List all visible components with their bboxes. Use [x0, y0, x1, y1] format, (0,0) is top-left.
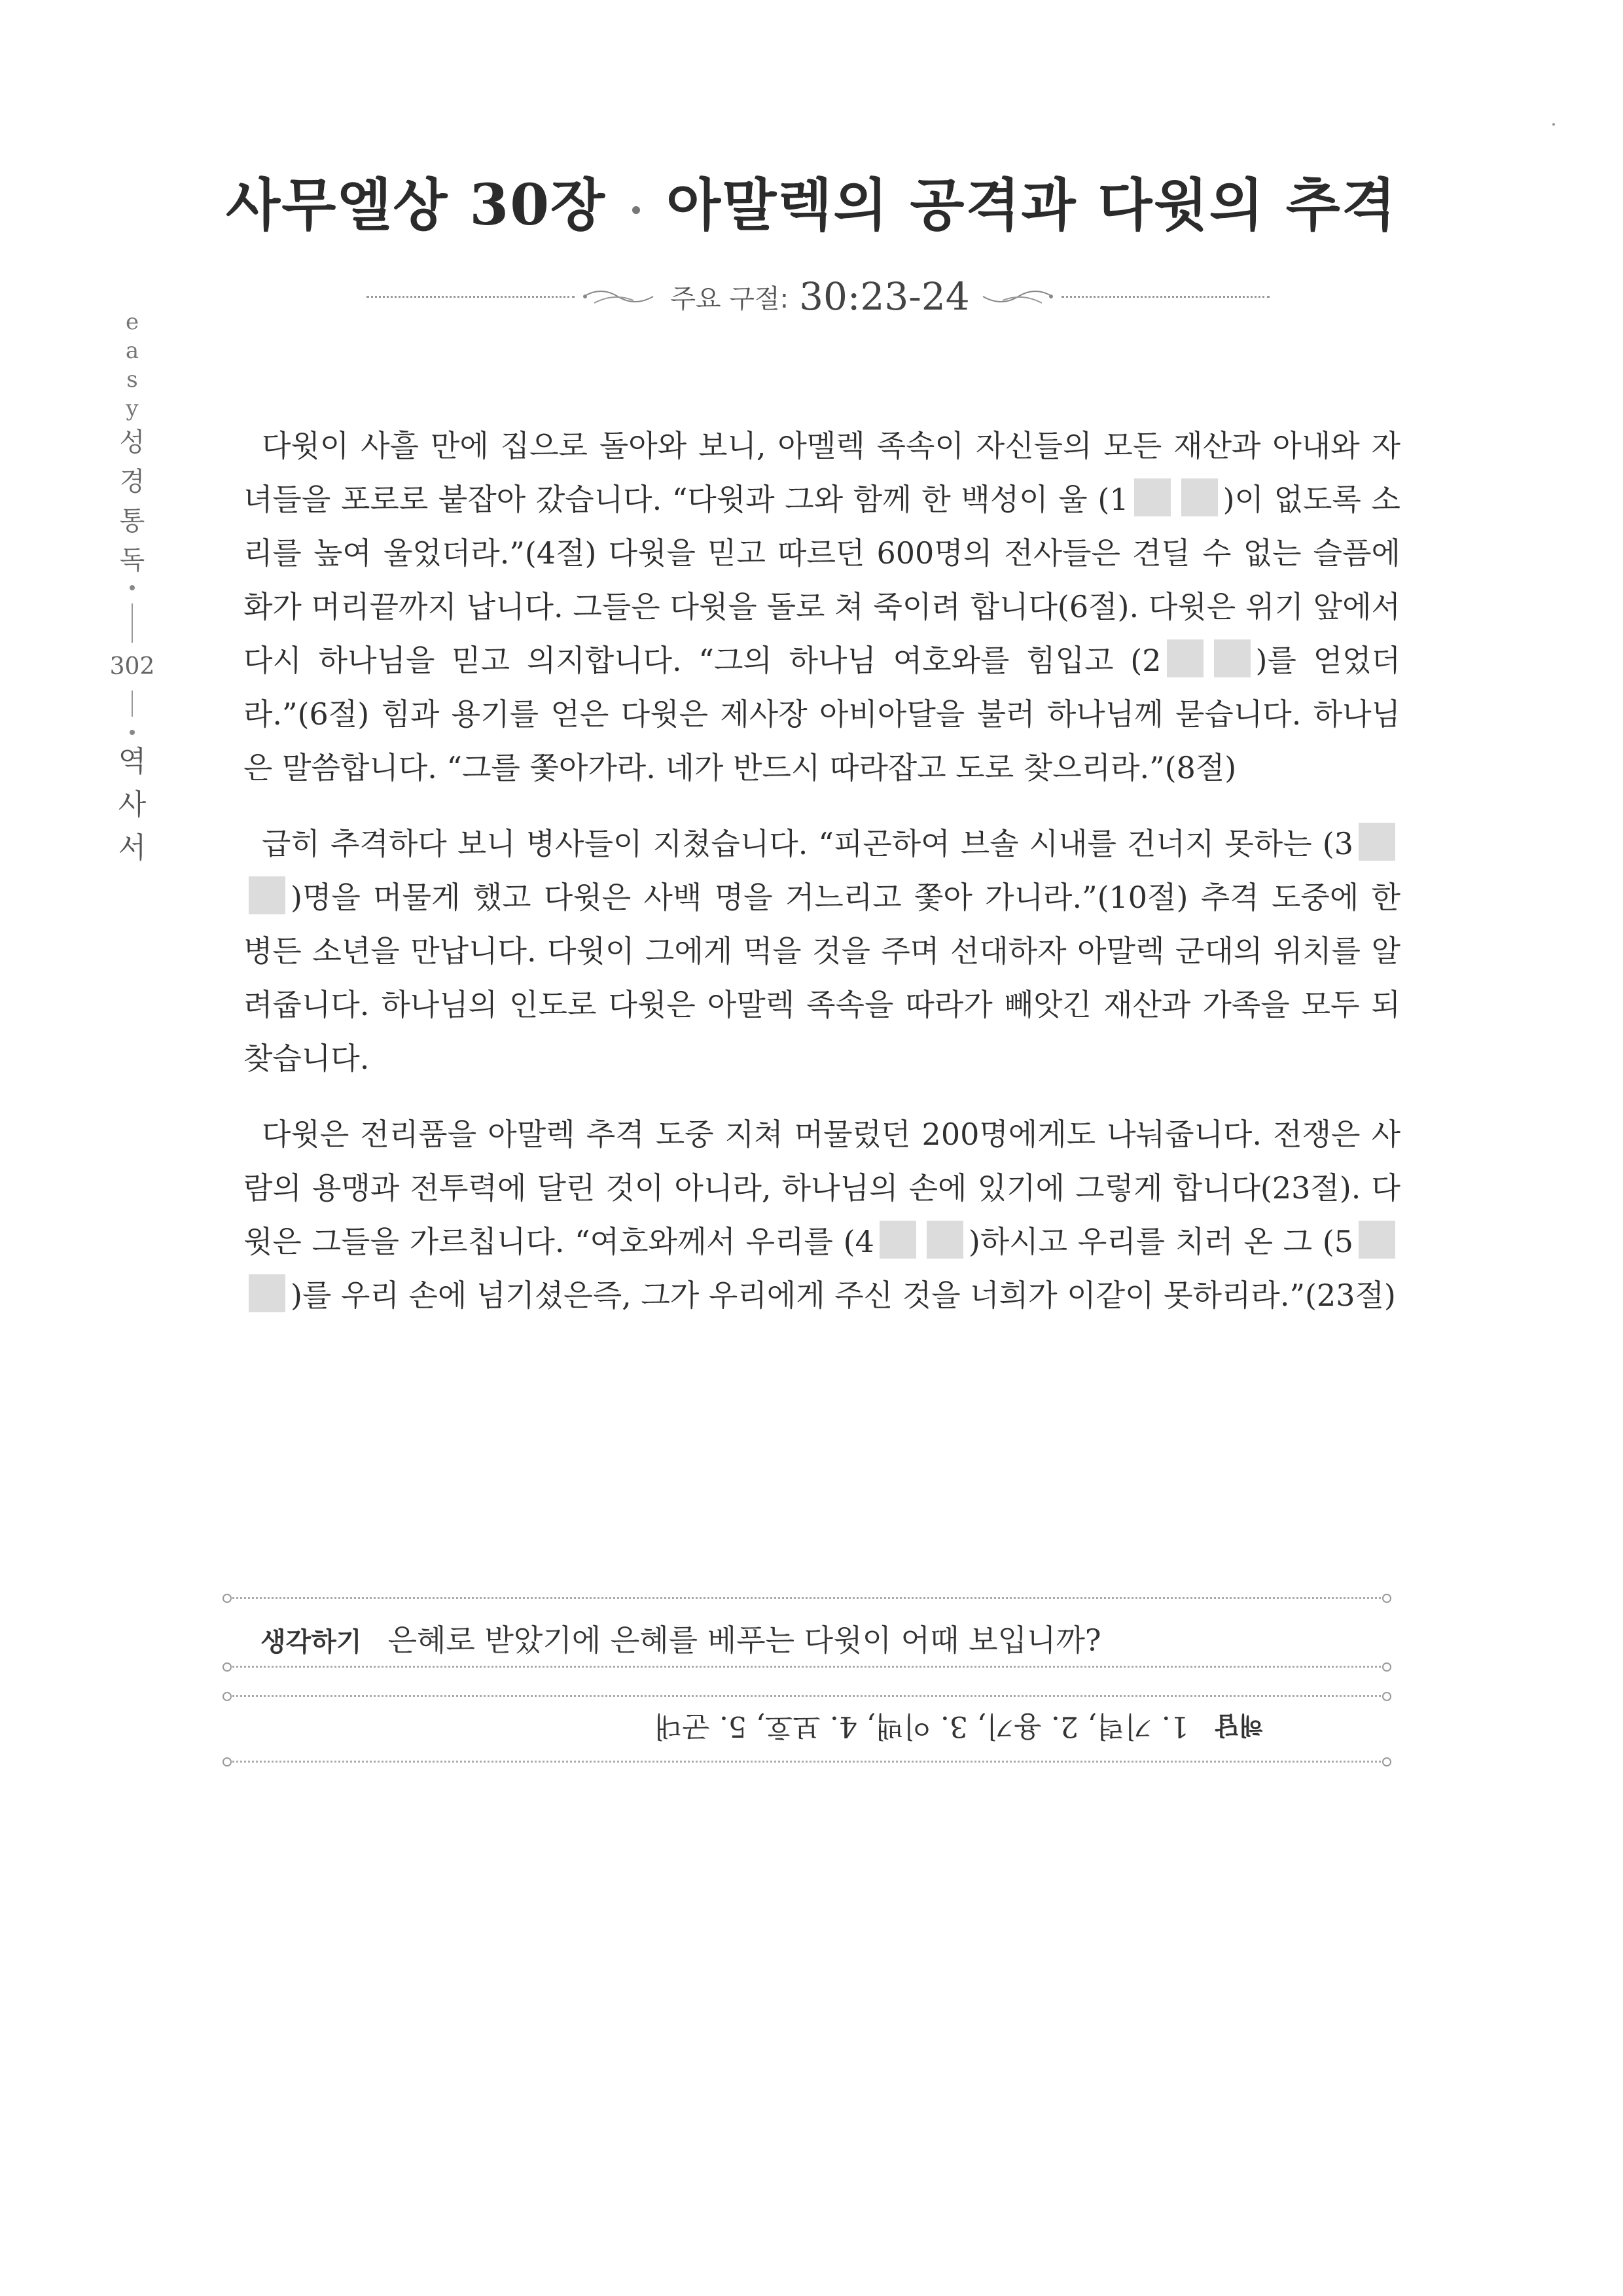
title-separator-dot [632, 206, 640, 214]
key-verse-row [366, 274, 1270, 319]
blank-box [1359, 1221, 1395, 1259]
side-korean-2: 경 [119, 467, 145, 497]
blank-box [1181, 478, 1218, 516]
side-label [109, 308, 155, 870]
blank-box [1359, 823, 1395, 861]
blank-box [880, 1221, 916, 1259]
side-korean-1: 성 [119, 427, 145, 457]
title-chapter: 사무엘상 30장 [226, 172, 607, 238]
blank-box [1134, 478, 1171, 516]
ornament-left-icon [581, 283, 660, 310]
paragraph-2 [243, 817, 1400, 1085]
side-dot-bottom [130, 730, 135, 735]
scan-speck [1552, 123, 1555, 126]
title-subject: 아말렉의 공격과 다윗의 추격 [666, 172, 1397, 238]
verse-dotted-line-right [1061, 296, 1270, 298]
key-verse-label: 주요 구절: [670, 283, 789, 314]
paragraph-1 [243, 419, 1400, 795]
blank-box [1214, 639, 1251, 677]
paragraph-2-text-a: 급히 추격하다 보니 병사들이 지쳤습니다. “피곤하여 브솔 시내를 건너지 못하는 (3 [262, 826, 1353, 861]
side-latin-y: y [126, 395, 139, 422]
side-latin-a: a [125, 338, 139, 364]
side-korean-3: 통 [119, 506, 145, 536]
reflection-rule-top [228, 1597, 1386, 1599]
blank-box [1167, 639, 1204, 677]
answer-label: 해답 [1215, 1711, 1264, 1740]
blank-box [927, 1221, 963, 1259]
paragraph-3-text-c: )를 우리 손에 넘기셨은즉, 그가 우리에게 주신 것을 너희가 이같이 못하리라.”(23절) [291, 1278, 1396, 1313]
paragraph-1-text-b: )이 없도록 소리를 높여 울었더라.”(4절) 다윗을 믿고 따르던 600명의 전사들은 견딜 수 없는 슬픔에 화가 머리끝까지 납니다. 그들은 다윗을 돌로 쳐 죽이려 합니다(6절). 다윗은 위기 앞에서 다시 하나님을 믿고 의지합니다. “그의 하나님 여호와를 힘입고 (2 [243, 482, 1400, 678]
side-latin-s: s [126, 367, 138, 393]
reflection-question: 은혜로 받았기에 은혜를 베푸는 다윗이 어때 보입니까? [387, 1623, 1101, 1658]
body-text [243, 419, 1400, 1344]
blank-box [249, 876, 285, 914]
ornament-right-icon [976, 283, 1055, 310]
section-char-1: 역 [118, 745, 147, 778]
page-title [0, 160, 1623, 241]
paragraph-2-text-b: )명을 머물게 했고 다윗은 사백 명을 거느리고 쫓아 가니라.”(10절) 추격 도중에 한 병든 소년을 만납니다. 다윗이 그에게 먹을 것을 주며 선대하자 아말렉 군대의 위치를 알려줍니다. 하나님의 인도로 다윗은 아말렉 족속을 따라가 빼앗긴 재산과 가족을 모두 되찾습니다. [243, 880, 1400, 1076]
key-verse-reference: 30:23-24 [799, 274, 970, 319]
reflection-label: 생각하기 [260, 1627, 362, 1657]
page-number: 302 [109, 653, 155, 680]
answer-rule-bottom [228, 1761, 1386, 1763]
reflection-row [260, 1617, 1101, 1660]
paragraph-3-text-b: )하시고 우리를 치러 온 그 (5 [968, 1224, 1353, 1259]
side-latin-e: e [125, 309, 139, 335]
section-char-3: 서 [118, 831, 147, 865]
verse-dotted-line-left [366, 296, 575, 298]
answer-row-upside-down [654, 1708, 1374, 1750]
side-divider-top [132, 603, 133, 643]
blank-box [249, 1274, 285, 1312]
paragraph-3 [243, 1107, 1400, 1322]
answer-text: 1. 기력, 2. 용기, 3. 이백, 4. 보호, 5. 군대 [654, 1710, 1189, 1743]
side-korean-4: 독 [119, 545, 145, 575]
side-divider-bottom [132, 691, 133, 717]
answer-rule-top [228, 1695, 1386, 1697]
side-dot-top [130, 585, 135, 590]
section-char-2: 사 [118, 788, 147, 821]
paragraph-3-text-a: 다윗은 전리품을 아말렉 추격 도중 지쳐 머물렀던 200명에게도 나눠줍니다. 전쟁은 사람의 용맹과 전투력에 달린 것이 아니라, 하나님의 손에 있기에 그렇게 합니다(23절). 다윗은 그들을 가르칩니다. “여호와께서 우리를 (4 [243, 1117, 1400, 1259]
reflection-rule-middle [228, 1666, 1386, 1668]
paragraph-1-text-c: )를 얻었더라.”(6절) 힘과 용기를 얻은 다윗은 제사장 아비아달을 불러 하나님께 묻습니다. 하나님은 말씀합니다. “그를 쫓아가라. 네가 반드시 따라잡고 도로 찾으리라.”(8절) [243, 643, 1401, 785]
paragraph-1-text-a: 다윗이 사흘 만에 집으로 돌아와 보니, 아멜렉 족속이 자신들의 모든 재산과 아내와 자녀들을 포로로 붙잡아 갔습니다. “다윗과 그와 함께 한 백성이 울 (1 [243, 428, 1400, 517]
